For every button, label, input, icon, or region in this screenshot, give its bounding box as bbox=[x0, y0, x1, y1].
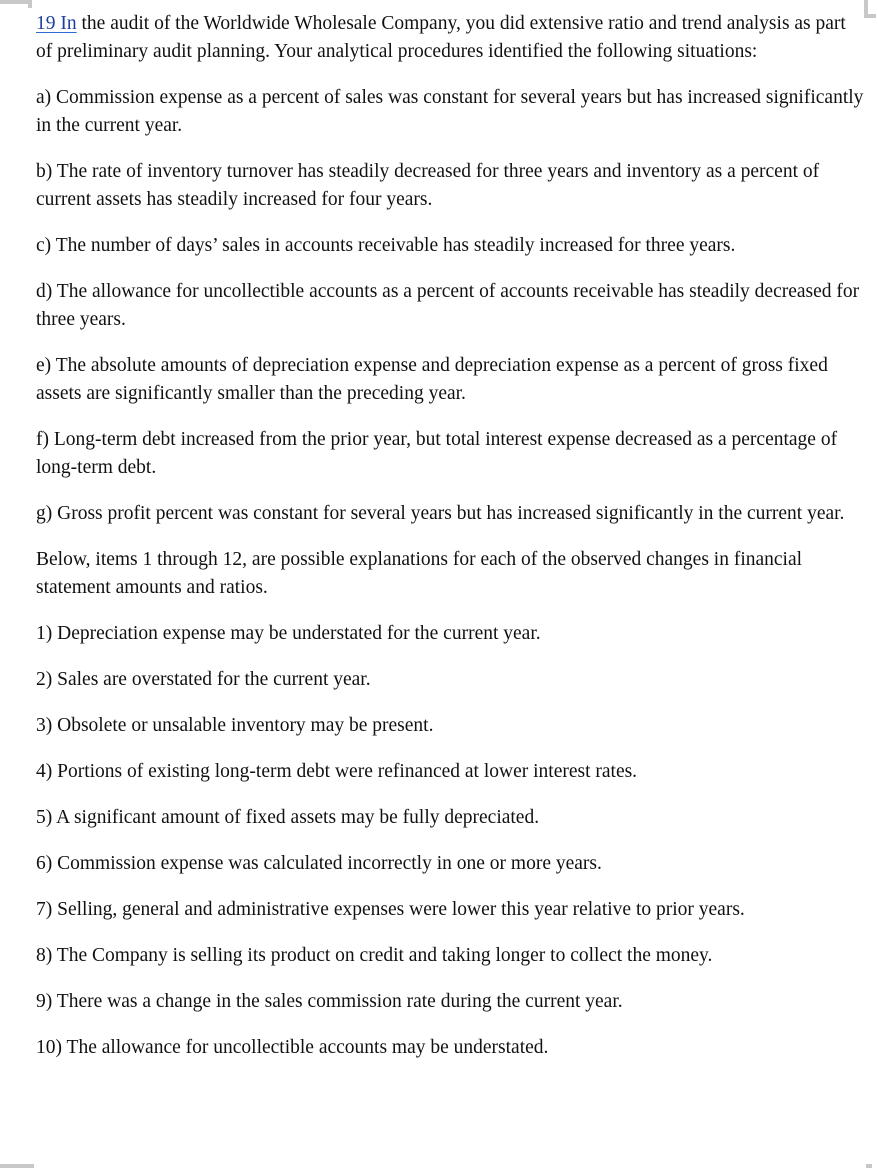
explanation-item: 10) The allowance for uncollectible accounts may be understated. bbox=[36, 1037, 549, 1058]
page-corner-mark bbox=[0, 0, 28, 4]
question-number-link[interactable]: 19 In bbox=[36, 13, 77, 34]
question-intro bbox=[36, 10, 866, 66]
explanation-item: 6) Commission expense was calculated incorrectly in one or more years. bbox=[36, 853, 602, 874]
explanation-item: 8) The Company is selling its product on credit and taking longer to collect the money. bbox=[36, 945, 713, 966]
explanation-item: 3) Obsolete or unsalable inventory may be present. bbox=[36, 715, 434, 736]
explanations-intro: Below, items 1 through 12, are possible explanations for each of the observed changes in financial statement amounts and ratios. bbox=[36, 549, 803, 598]
observation-c: c) The number of days’ sales in accounts receivable has steadily increased for three years. bbox=[36, 235, 736, 256]
page-corner-mark bbox=[866, 1164, 872, 1168]
document-page bbox=[36, 10, 866, 1080]
explanation-item: 1) Depreciation expense may be understated for the current year. bbox=[36, 623, 541, 644]
observation-d: d) The allowance for uncollectible accounts as a percent of accounts receivable has steadily decreased for three years. bbox=[36, 281, 860, 330]
observation-a: a) Commission expense as a percent of sales was constant for several years but has increased significantly in the current year. bbox=[36, 87, 864, 136]
explanation-item: 5) A significant amount of fixed assets may be fully depreciated. bbox=[36, 807, 540, 828]
explanation-item: 7) Selling, general and administrative expenses were lower this year relative to prior years. bbox=[36, 899, 745, 920]
observation-g: g) Gross profit percent was constant for several years but has increased significantly in the current year. bbox=[36, 503, 845, 524]
question-intro-text: the audit of the Worldwide Wholesale Company, you did extensive ratio and trend analysis as part of preliminary audit planning. Your analytical procedures identified the following situations: bbox=[36, 13, 846, 62]
page-corner-mark bbox=[28, 0, 32, 8]
explanation-item: 2) Sales are overstated for the current year. bbox=[36, 669, 371, 690]
explanation-item: 4) Portions of existing long-term debt were refinanced at lower interest rates. bbox=[36, 761, 638, 782]
explanation-item: 9) There was a change in the sales commission rate during the current year. bbox=[36, 991, 623, 1012]
observation-f: f) Long-term debt increased from the prior year, but total interest expense decreased as a percentage of long-term debt. bbox=[36, 429, 838, 478]
page-corner-mark bbox=[0, 1164, 34, 1168]
observation-b: b) The rate of inventory turnover has steadily decreased for three years and inventory as a percent of current assets has steadily increased for four years. bbox=[36, 161, 820, 210]
observation-e: e) The absolute amounts of depreciation expense and depreciation expense as a percent of gross fixed assets are significantly smaller than the preceding year. bbox=[36, 355, 828, 404]
